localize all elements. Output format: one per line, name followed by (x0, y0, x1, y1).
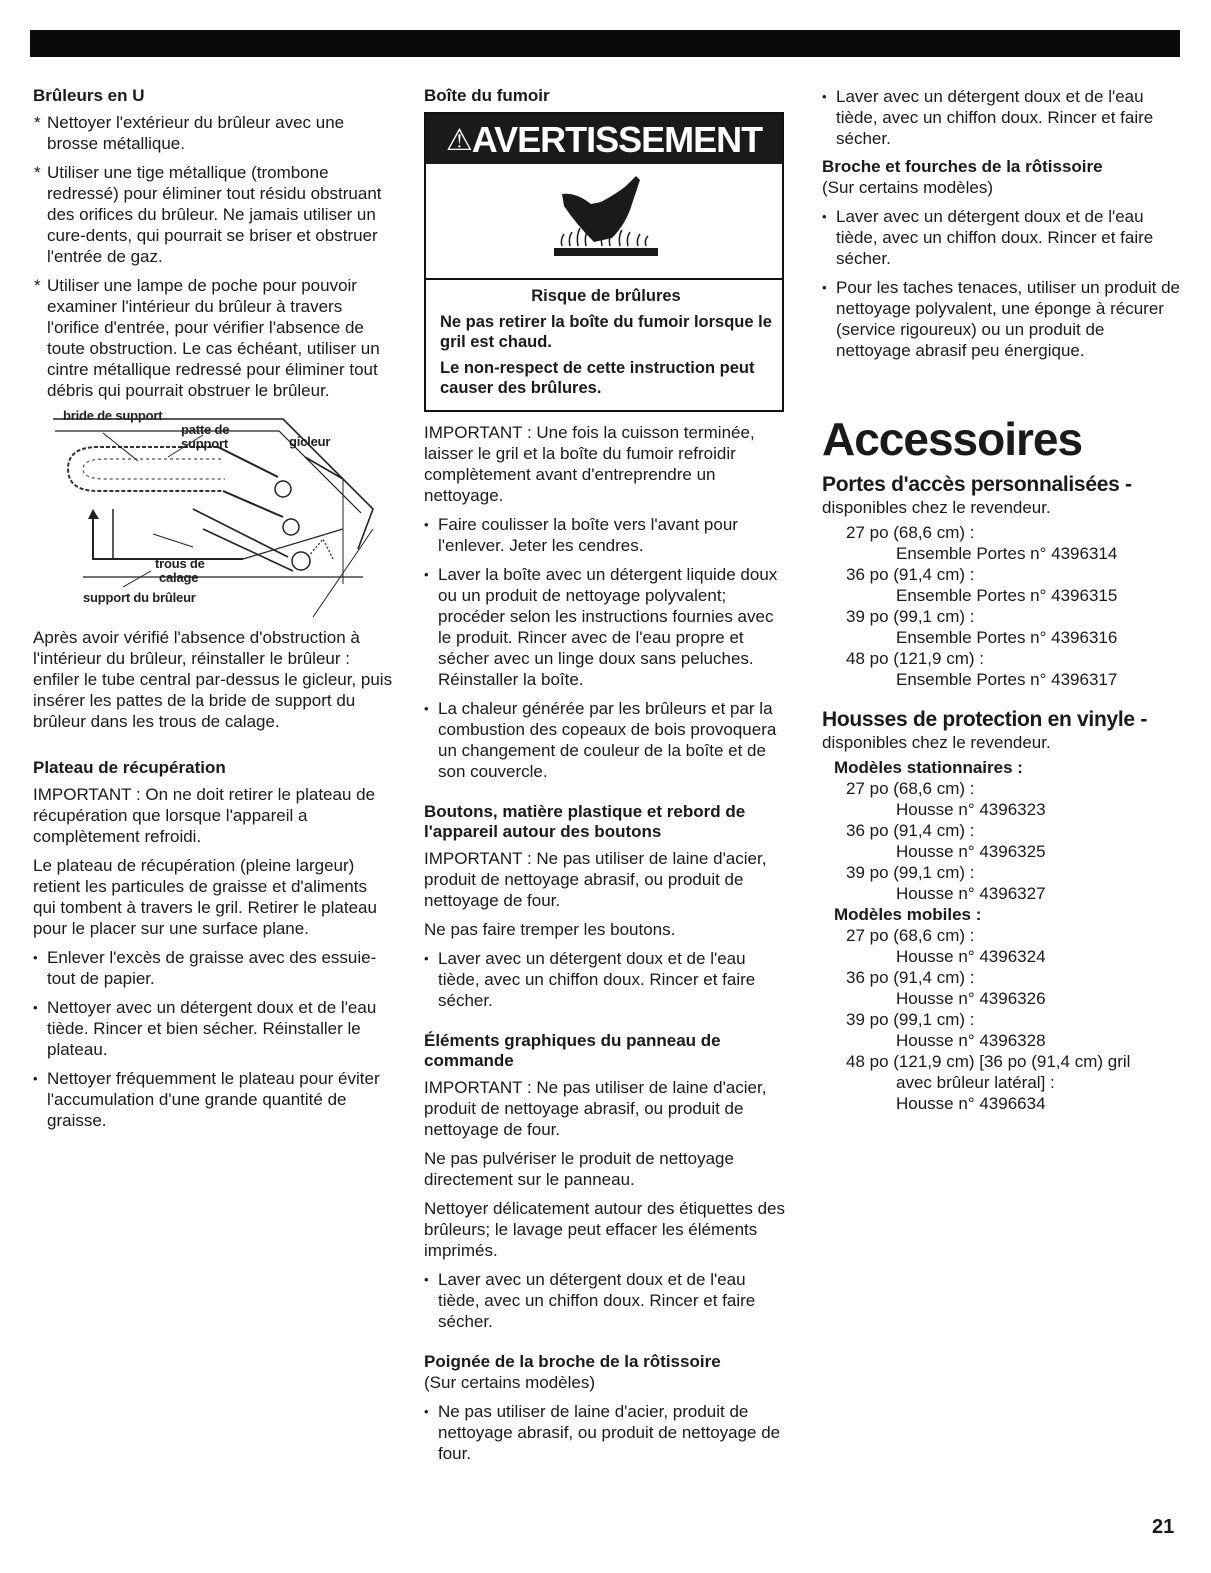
part-number: Housse n° 4396325 (896, 842, 1046, 861)
list-item: • Enlever l'excès de graisse avec des essuie-tout de papier. (33, 947, 393, 989)
bruleurs-list (33, 112, 393, 401)
poignee-list (424, 1401, 786, 1464)
part-number: Housse n° 4396326 (896, 989, 1046, 1008)
part-number: Housse n° 4396328 (896, 1031, 1046, 1050)
list-item: • La chaleur générée par les brûleurs et par la combustion des copeaux de bois provoquera un changement de couleur de la boîte et de son couvercle. (424, 698, 786, 782)
portes-title: Portes d'accès personnalisées - (822, 473, 1132, 496)
part-size-cont: avec brûleur latéral] : (896, 1073, 1055, 1092)
label-bride: bride de support (63, 408, 163, 423)
housses-list (822, 757, 1180, 1114)
part-number: Housse n° 4396634 (896, 1094, 1046, 1113)
part-size: 48 po (121,9 cm) [36 po (91,4 cm) gril (846, 1052, 1131, 1071)
list-item: • Laver la boîte avec un détergent liquide doux ou un produit de nettoyage polyvalent; procéder selon les instructions fournies avec le produit. Rincer avec de l'eau propre et sécher avec un linge doux sans peluches. Réinstaller la boîte. (424, 564, 786, 690)
warning-line-1: Ne pas retirer la boîte du fumoir lorsque le gril est chaud. (440, 313, 772, 351)
label-trous-1: trous de (155, 556, 205, 571)
portes-list (822, 522, 1180, 690)
top-list (822, 86, 1180, 149)
part-size: 36 po (91,4 cm) : (846, 968, 975, 987)
portes-subtitle: disponibles chez le revendeur. (822, 498, 1051, 517)
page-number: 21 (1152, 1516, 1175, 1538)
boutons-list (424, 948, 786, 1011)
heading-boite: Boîte du fumoir (424, 86, 550, 105)
list-item: • Pour les taches tenaces, utiliser un produit de nettoyage polyvalent, une éponge à récurer (service rigoureux) ou un produit de nettoyage abrasif peu énergique. (822, 277, 1180, 361)
paragraph-broche-sub: (Sur certains modèles) (822, 178, 994, 197)
heading-bruleurs: Brûleurs en U (33, 86, 145, 105)
heading-elements: Éléments graphiques du panneau de commande (424, 1031, 721, 1070)
label-patte-1: patte de (181, 422, 230, 437)
paragraph-apres: Après avoir vérifié l'absence d'obstruction à l'intérieur du brûleur, réinstaller le brûleur : enfiler le tube central par-dessus le gicleur, puis insérer les pattes de la bride de support du brûleur dans les trous de calage. (33, 628, 393, 731)
part-size: 39 po (99,1 cm) : (846, 607, 975, 626)
part-number: Ensemble Portes n° 4396315 (896, 586, 1118, 605)
list-item: * Nettoyer l'extérieur du brûleur avec une brosse métallique. (33, 112, 393, 154)
heading-broche: Broche et fourches de la rôtissoire (822, 157, 1103, 176)
part-size: 48 po (121,9 cm) : (846, 649, 984, 668)
list-item: * Utiliser une tige métallique (trombone redressé) pour éliminer tout résidu obstruant des orifices du brûleur. Ne jamais utiliser un cure-dents, qui pourrait se briser et obstruer l'entrée de gaz. (33, 162, 393, 267)
warning-body (426, 280, 782, 410)
paragraph-boutons-important: IMPORTANT : Ne pas utiliser de laine d'acier, produit de nettoyage abrasif, ou produit de nettoyage de four. (424, 849, 767, 910)
group-mobiles: Modèles mobiles : (834, 905, 982, 924)
label-support: support du brûleur (83, 590, 196, 605)
paragraph-important: IMPORTANT : Une fois la cuisson terminée, laisser le gril et la boîte du fumoir refroidir complètement avant d'entreprendre un nettoyage. (424, 423, 755, 505)
list-item: • Laver avec un détergent doux et de l'eau tiède, avec un chiffon doux. Rincer et faire sécher. (822, 86, 1180, 149)
paragraph-poignee-sub: (Sur certains modèles) (424, 1373, 596, 1392)
header-bar (30, 30, 1180, 57)
elements-list (424, 1269, 786, 1332)
paragraph-delicat: Nettoyer délicatement autour des étiquettes des brûleurs; le lavage peut effacer les éléments imprimés. (424, 1199, 785, 1260)
heading-boutons: Boutons, matière plastique et rebord de l'appareil autour des boutons (424, 802, 746, 841)
plateau-list (33, 947, 393, 1131)
part-size: 27 po (68,6 cm) : (846, 926, 975, 945)
boite-list (424, 514, 786, 782)
paragraph-tremper: Ne pas faire tremper les boutons. (424, 920, 676, 939)
list-item: • Laver avec un détergent doux et de l'eau tiède, avec un chiffon doux. Rincer et faire sécher. (424, 948, 786, 1011)
part-size: 39 po (99,1 cm) : (846, 1010, 975, 1029)
part-size: 27 po (68,6 cm) : (846, 779, 975, 798)
warning-box (424, 112, 784, 412)
list-item: • Laver avec un détergent doux et de l'eau tiède, avec un chiffon doux. Rincer et faire sécher. (424, 1269, 786, 1332)
list-item: * Utiliser une lampe de poche pour pouvoir examiner l'intérieur du brûleur à travers l'orifice d'entrée, pour vérifier l'absence de toute obstruction. Le cas échéant, utiliser un cintre métallique redressé pour éliminer tout débris qui pourrait obstruer le brûleur. (33, 275, 393, 401)
list-item: • Nettoyer avec un détergent doux et de l'eau tiède. Rincer et bien sécher. Réinstaller le plateau. (33, 997, 393, 1060)
list-item: • Ne pas utiliser de laine d'acier, produit de nettoyage abrasif, ou produit de nettoyage de four. (424, 1401, 786, 1464)
paragraph-important: IMPORTANT : On ne doit retirer le plateau de récupération que lorsque l'appareil a complètement refroidi. (33, 785, 376, 846)
part-number: Ensemble Portes n° 4396314 (896, 544, 1118, 563)
part-size: 36 po (91,4 cm) : (846, 821, 975, 840)
label-trous-2: calage (159, 570, 199, 585)
broche-list (822, 206, 1180, 361)
paragraph-elements-important: IMPORTANT : Ne pas utiliser de laine d'acier, produit de nettoyage abrasif, ou produit de nettoyage de four. (424, 1078, 767, 1139)
part-number: Housse n° 4396323 (896, 800, 1046, 819)
hot-surface-hand-icon (426, 164, 782, 280)
column-right (822, 86, 1180, 1114)
column-middle (424, 86, 786, 1472)
warning-triangle-icon: ⚠ (445, 124, 472, 157)
housses-title: Housses de protection en vinyle - (822, 708, 1148, 731)
list-item: • Laver avec un détergent doux et de l'eau tiède, avec un chiffon doux. Rincer et faire sécher. (822, 206, 1180, 269)
list-item: • Faire coulisser la boîte vers l'avant pour l'enlever. Jeter les cendres. (424, 514, 786, 556)
part-number: Housse n° 4396327 (896, 884, 1046, 903)
part-size: 39 po (99,1 cm) : (846, 863, 975, 882)
warning-title: Risque de brûlures (531, 287, 681, 305)
paragraph-plateau: Le plateau de récupération (pleine largeur) retient les particules de graisse et d'aliments qui tombent à travers le gril. Retirer le plateau pour le placer sur une surface plane. (33, 856, 377, 938)
accessoires-title: Accessoires (822, 413, 1083, 465)
heading-poignee: Poignée de la broche de la rôtissoire (424, 1352, 721, 1371)
part-number: Ensemble Portes n° 4396317 (896, 670, 1118, 689)
list-item: • Nettoyer fréquemment le plateau pour éviter l'accumulation d'une grande quantité de graisse. (33, 1068, 393, 1131)
column-left (33, 86, 393, 1139)
burner-diagram (43, 409, 388, 617)
heading-plateau: Plateau de récupération (33, 758, 226, 777)
housses-subtitle: disponibles chez le revendeur. (822, 733, 1051, 752)
label-patte-2: support (181, 436, 228, 451)
group-stationnaires: Modèles stationnaires : (834, 758, 1023, 777)
label-gicleur: gicleur (289, 434, 331, 449)
warning-header: ⚠AVERTISSEMENT (426, 114, 782, 164)
part-size: 27 po (68,6 cm) : (846, 523, 975, 542)
warning-line-2: Le non-respect de cette instruction peut causer des brûlures. (440, 359, 755, 397)
part-number: Ensemble Portes n° 4396316 (896, 628, 1118, 647)
part-size: 36 po (91,4 cm) : (846, 565, 975, 584)
part-number: Housse n° 4396324 (896, 947, 1046, 966)
paragraph-pulveriser: Ne pas pulvériser le produit de nettoyage directement sur le panneau. (424, 1149, 734, 1189)
